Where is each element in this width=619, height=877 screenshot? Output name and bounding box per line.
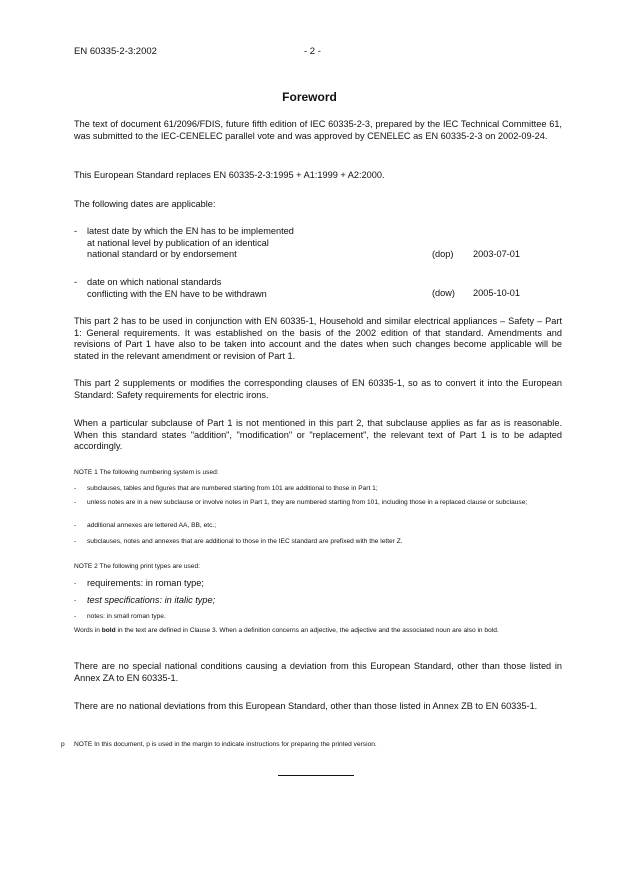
bold-note-text: in the text are defined in Clause 3. When a definition concerns an adjective, the adjective and the associated noun are also in bold. bbox=[115, 627, 499, 634]
date-item-dow bbox=[74, 277, 562, 301]
list-dash: - bbox=[74, 538, 77, 545]
note1-item-text: unless notes are in a new subclause or involve notes in Part 1, they are numbered starting from 101, including those in a replaced clause or subclause; bbox=[87, 499, 528, 506]
note1-item-text: additional annexes are lettered AA, BB, etc.; bbox=[87, 522, 217, 529]
bold-definition-note bbox=[74, 627, 562, 635]
list-dash: - bbox=[74, 499, 77, 506]
list-dash: - bbox=[74, 580, 77, 587]
paragraph-replaces: This European Standard replaces EN 60335-2-3:1995 + A1:1999 + A2:2000. bbox=[74, 170, 385, 180]
document-id: EN 60335-2-3:2002 bbox=[74, 46, 157, 57]
date-code: (dow) bbox=[432, 288, 455, 298]
note1-item-text: subclauses, notes and annexes that are additional to those in the IEC standard are prefixed with the letter Z. bbox=[87, 538, 403, 545]
date-line: conflicting with the EN have to be withdrawn bbox=[87, 288, 267, 299]
list-dash: - bbox=[74, 522, 77, 529]
date-item-dop bbox=[74, 226, 562, 262]
bold-note-text: Words in bbox=[74, 627, 102, 634]
print-type-item bbox=[74, 595, 562, 607]
date-description bbox=[87, 277, 407, 300]
bold-word: bold bbox=[101, 627, 116, 634]
date-line: date on which national standards bbox=[87, 277, 222, 287]
date-code: (dop) bbox=[432, 249, 454, 259]
page-number: - 2 - bbox=[304, 46, 321, 57]
note1-heading: NOTE 1 The following numbering system is used: bbox=[74, 469, 219, 476]
paragraph-national-deviations: There are no national deviations from this European Standard, other than those listed in Annex ZB to EN 60335-1. bbox=[74, 701, 538, 711]
list-dash: - bbox=[74, 613, 77, 620]
date-value: 2003-07-01 bbox=[473, 249, 520, 259]
print-type-small: notes: in small roman type. bbox=[87, 613, 166, 620]
paragraph-fdis: The text of document 61/2096/FDIS, future fifth edition of IEC 60335-2-3, prepared by the IEC Technical Committee 61, was submitted to the IEC-CENELEC parallel vote and was approved by CENELEC as EN 60335-2-3 on 2002-09-24. bbox=[74, 119, 562, 141]
date-line: national standard or by endorsement bbox=[87, 249, 237, 259]
note1-item-text: subclauses, tables and figures that are numbered starting from 101 are additional to those in Part 1; bbox=[87, 485, 378, 492]
margin-marker-p: p bbox=[61, 741, 65, 748]
print-type-item bbox=[74, 613, 562, 623]
paragraph-subclause: When a particular subclause of Part 1 is not mentioned in this part 2, that subclause applies as far as is reasonable. When this standard states "addition", "modification" or "replacement", the relevant text of Part 1 is to be adapted accordingly. bbox=[74, 418, 562, 451]
print-type-roman: requirements: in roman type; bbox=[87, 578, 204, 588]
list-dash: - bbox=[74, 226, 78, 236]
list-dash: - bbox=[74, 485, 77, 492]
date-line: at national level by publication of an identical bbox=[87, 237, 269, 248]
end-rule bbox=[278, 775, 354, 776]
paragraph-special-conditions: There are no special national conditions causing a deviation from this European Standard, other than those listed in Annex ZA to EN 60335-1. bbox=[74, 661, 562, 683]
date-description bbox=[87, 226, 407, 261]
print-type-item bbox=[74, 578, 562, 590]
print-type-italic: test specifications: in italic type; bbox=[87, 595, 216, 605]
note2-heading: NOTE 2 The following print types are used: bbox=[74, 563, 200, 570]
print-version-note: NOTE In this document, p is used in the margin to indicate instructions for preparing the printed version. bbox=[74, 741, 377, 748]
list-dash: - bbox=[74, 597, 77, 604]
paragraph-dates-intro: The following dates are applicable: bbox=[74, 199, 216, 209]
date-line: latest date by which the EN has to be implemented bbox=[87, 226, 294, 236]
paragraph-part1-relation: This part 2 has to be used in conjunction with EN 60335-1, Household and similar electrical appliances – Safety – Part 1: General requirements. It was established on the basis of the 2002 edition of that standard. Amendments and revisions of Part 1 have also to be taken into account and the dates when such changes become applicable will be stated in the relevant amendment or revision of Part 1. bbox=[74, 316, 562, 361]
list-dash: - bbox=[74, 277, 78, 287]
date-value: 2005-10-01 bbox=[473, 288, 520, 298]
page-title: Foreword bbox=[282, 90, 337, 104]
paragraph-supplements: This part 2 supplements or modifies the corresponding clauses of EN 60335-1, so as to convert it into the European Standard: Safety requirements for electric irons. bbox=[74, 378, 562, 400]
